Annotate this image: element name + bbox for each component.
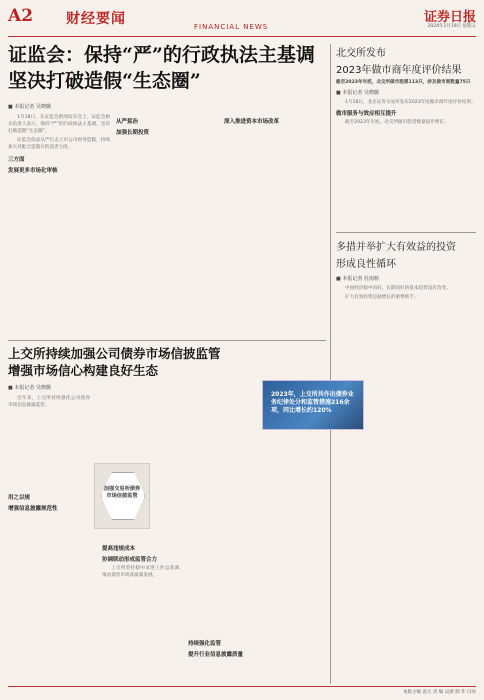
lead-title-line1: 证监会：保持“严”的行政执法主基调 — [8, 44, 315, 66]
lead-subhead: 发展更多市场化审核 — [8, 167, 58, 174]
right-top-subhead: 做市服务与效应相互提升 — [336, 111, 397, 118]
second-subhead: 提升行业信息披露质量 — [188, 652, 244, 658]
page-footer — [8, 686, 476, 695]
right-top-deck: 截至2023年年底，北交所做市股票113只，涉及做市商数量75只 — [336, 80, 471, 85]
right-mid-title-line1: 多措并举扩大有效益的投资 — [336, 242, 456, 253]
paper-logo: 证券日报 — [423, 10, 476, 25]
lead-col-1 — [8, 114, 110, 176]
page-number: A2 — [8, 6, 34, 26]
lead-col-2 — [116, 114, 218, 176]
right-mid-paragraph: 中国经济稳中向好、长期向好的基本趋势没有改变。 — [345, 286, 451, 291]
lead-paragraph: 证监会依法从严打击上市公司财务造假，持续加大对配合造假方的追责力度。 — [8, 138, 110, 151]
right-mid-title-line2: 形成良性循环 — [336, 259, 396, 270]
second-subhead: 增强信息披露规范性 — [8, 506, 58, 513]
second-subhead: 协调联动形成监管合力 — [102, 557, 158, 563]
second-paragraph: 上交所坚持稳中求进工作总基调，推动债券市场高质量发展。 — [102, 566, 184, 579]
lead-title-line2: 坚决打破造假“生态圈” — [8, 69, 201, 92]
second-title-line2: 增强市场信心构建良好生态 — [8, 363, 159, 378]
hexagon-graphic — [94, 463, 150, 529]
column-divider — [330, 44, 331, 684]
second-subhead: 用之以规 — [8, 495, 31, 502]
stats-graphic — [262, 380, 364, 430]
hexagon-label: 加强交易所债券市场信披监管 — [103, 486, 141, 499]
second-byline: ■ 本报记者 吴晓璐 — [8, 385, 51, 391]
lead-paragraph: 1月18日，在证监会新闻发布会上，证监会相关负责人表示，保持“严”的行政执法主基调，坚决打破造假“生态圈”。 — [8, 114, 110, 134]
right-top-title-line2: 2023年做市商年度评价结果 — [336, 65, 462, 76]
lead-subhead: 加强长期投资 — [116, 129, 150, 136]
right-mid-article — [336, 238, 476, 338]
right-top-paragraph: 1月18日，北京证券交易所发布2023年度做市商年度评价结果。 — [345, 100, 476, 105]
stats-caption: 2023年，上交所共作出债券业务纪律处分和监管措施216余项，同比增长约120% — [271, 391, 354, 414]
lead-byline: ■ 本报记者 吴晓璐 — [8, 103, 51, 110]
right-mid-paragraph: 扩大有效投资是稳增长的重要抓手。 — [345, 295, 419, 301]
lead-col-3 — [224, 114, 326, 176]
right-mid-byline: ■ 本报记者 杜雨萌 — [336, 276, 379, 282]
section-title: 财经要闻 — [66, 11, 126, 27]
second-subhead: 持续强化监管 — [188, 641, 222, 647]
lead-article — [8, 44, 326, 334]
lead-subhead: 深入推进资本市场改革 — [224, 118, 280, 125]
second-subhead: 提高违规成本 — [102, 546, 136, 552]
issue-date: 2024年1月19日 星期五 — [427, 24, 476, 29]
right-divider — [336, 232, 476, 233]
right-top-title-line1: 北交所发布 — [336, 48, 386, 59]
second-title-line1: 上交所持续加强公司债券市场信披监管 — [8, 346, 221, 361]
right-top-article — [336, 44, 476, 228]
lead-body — [8, 114, 326, 176]
right-top-byline: ■ 本报记者 吴晓璐 — [336, 90, 379, 96]
second-paragraph: 近年来，上交所持续强化公司债券市场信息披露监管。 — [8, 396, 90, 409]
right-top-paragraph: 截至2023年年底，北交所做市股票数量稳步增长。 — [345, 120, 449, 126]
section-title-en: FINANCIAL NEWS — [194, 23, 269, 31]
lead-subhead: 从严惩治 — [116, 118, 139, 125]
page-header — [8, 6, 476, 37]
section-divider — [8, 340, 326, 341]
lead-subhead: 三方面 — [8, 156, 25, 163]
footer-credits: 本版主编 袁元 责 编 吴澍 制 作 闫亮 — [402, 690, 476, 695]
